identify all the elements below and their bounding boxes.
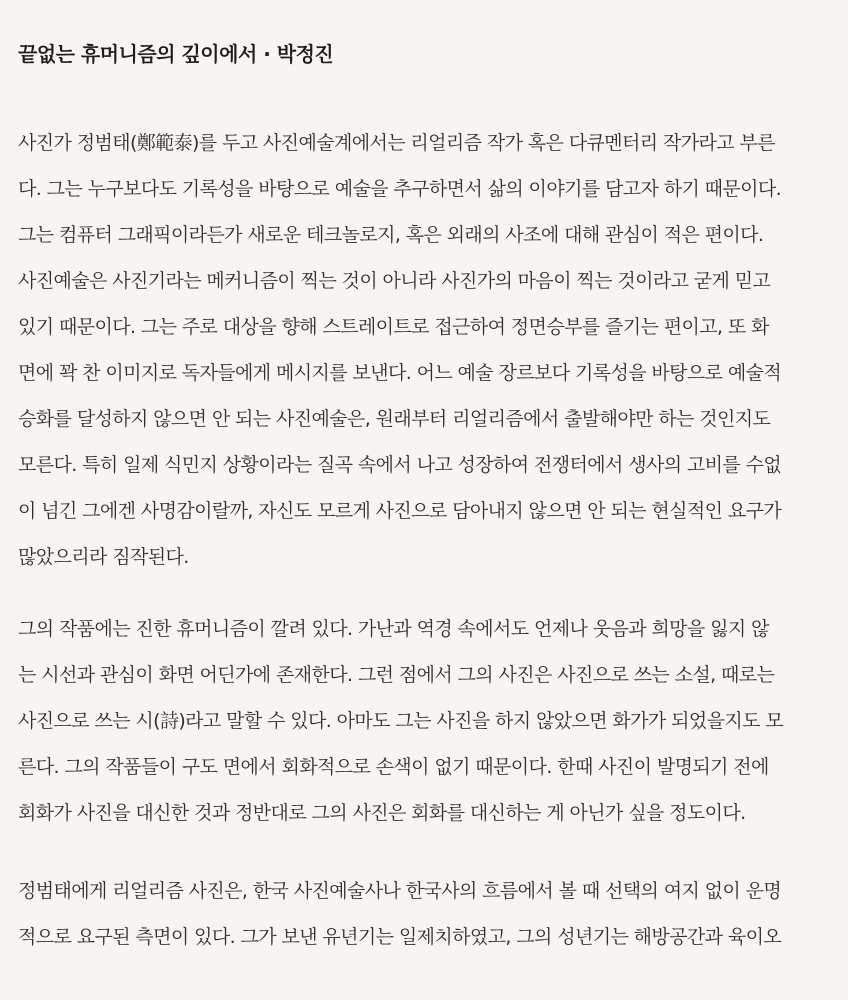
paragraph-2-line-4: 른다. 그의 작품들이 구도 면에서 회화적으로 손색이 없기 때문이다. 한때 사진이 발명되기 전에 [18, 756, 769, 778]
paragraph-3-line-2: 적으로 요구된 측면이 있다. 그가 보낸 유년기는 일제치하였고, 그의 성년기는 해방공간과 육이오 [18, 926, 782, 948]
paragraph-1-line-9: 이 넘긴 그에겐 사명감이랄까, 자신도 모르게 사진으로 담아내지 않으면 안 되는 현실적인 요구가 [18, 500, 782, 522]
paragraph-1-line-8: 모른다. 특히 일제 식민지 상황이라는 질곡 속에서 나고 성장하여 전쟁터에서 생사의 고비를 수없 [18, 454, 782, 476]
paragraph-1-line-3: 그는 컴퓨터 그래픽이라든가 새로운 테크놀로지, 혹은 외래의 사조에 대해 관심이 적은 편이다. [18, 224, 764, 246]
paragraph-1-line-6: 면에 꽉 찬 이미지로 독자들에게 메시지를 보낸다. 어느 예술 장르보다 기록성을 바탕으로 예술적 [18, 362, 782, 384]
paragraph-1-line-4: 사진예술은 사진기라는 메커니즘이 찍는 것이 아니라 사진가의 마음이 찍는 것이라고 굳게 믿고 [18, 270, 771, 292]
paragraph-1-line-5: 있기 때문이다. 그는 주로 대상을 향해 스트레이트로 접근하여 정면승부를 즐기는 편이고, 또 화 [18, 316, 769, 338]
paragraph-2-line-3: 사진으로 쓰는 시(詩)라고 말할 수 있다. 아마도 그는 사진을 하지 않았으면 화가가 되었을지도 모 [18, 710, 784, 732]
paragraph-1-line-1: 사진가 정범태(鄭範泰)를 두고 사진예술계에서는 리얼리즘 작가 혹은 다큐멘터리 작가라고 부른 [18, 132, 775, 154]
paragraph-2-line-1: 그의 작품에는 진한 휴머니즘이 깔려 있다. 가난과 역경 속에서도 언제나 웃음과 희망을 잃지 않 [18, 618, 769, 640]
paragraph-3-line-1: 정범태에게 리얼리즘 사진은, 한국 사진예술사나 한국사의 흐름에서 볼 때 선택의 여지 없이 운명 [18, 880, 782, 902]
paragraph-2-line-5: 회화가 사진을 대신한 것과 정반대로 그의 사진은 회화를 대신하는 게 아닌가 싶을 정도이다. [18, 802, 746, 824]
page-title: 끝없는 휴머니즘의 깊이에서 · 박정진 [18, 42, 334, 66]
paragraph-2-line-2: 는 시선과 관심이 화면 어딘가에 존재한다. 그런 점에서 그의 사진은 사진으로 쓰는 소설, 때로는 [18, 664, 775, 686]
paragraph-1-line-2: 다. 그는 누구보다도 기록성을 바탕으로 예술을 추구하면서 삶의 이야기를 담고자 하기 때문이다. [18, 178, 782, 200]
paragraph-1-line-7: 승화를 달성하지 않으면 안 되는 사진예술은, 원래부터 리얼리즘에서 출발해야만 하는 것인지도 [18, 408, 771, 430]
paragraph-1-line-10: 많았으리라 짐작된다. [18, 546, 189, 568]
